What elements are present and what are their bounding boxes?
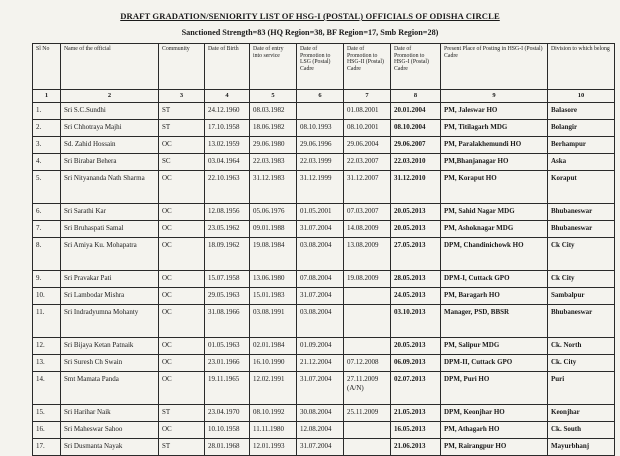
posting-cell: PM, Rairangpur HO [441, 439, 548, 456]
official-name-cell: Sri Bruhaspati Samal [61, 221, 159, 238]
date-of-birth-cell: 18.09.1962 [205, 238, 250, 271]
column-number: 4 [205, 90, 250, 103]
posting-cell: PM, Titilagarh MDG [441, 120, 548, 137]
column-header: Present Place of Posting in HSG-I (Postal) Cadre [441, 44, 548, 90]
table-body [33, 103, 615, 456]
date-of-entry-cell: 08.10.1992 [250, 405, 297, 422]
table-row [33, 154, 615, 171]
division-cell: Bolangir [548, 120, 615, 137]
lsg-promotion-cell [297, 103, 344, 120]
posting-cell: DPM, Keonjhar HO [441, 405, 548, 422]
hsg2-promotion-cell: 13.08.2009 [344, 238, 391, 271]
date-of-birth-cell: 31.08.1966 [205, 305, 250, 338]
hsg1-promotion-cell: 20.05.2013 [391, 204, 441, 221]
posting-cell: DPM, Puri HO [441, 372, 548, 405]
sl-number-cell: 2. [33, 120, 61, 137]
column-header: Date of Promotion to LSG (Postal) Cadre [297, 44, 344, 90]
community-cell: OC [159, 221, 205, 238]
date-of-birth-cell: 29.05.1963 [205, 288, 250, 305]
table-row [33, 120, 615, 137]
community-cell: ST [159, 103, 205, 120]
hsg1-promotion-cell: 21.05.2013 [391, 405, 441, 422]
hsg1-promotion-cell: 21.06.2013 [391, 439, 441, 456]
sl-number-cell: 14. [33, 372, 61, 405]
community-cell: OC [159, 305, 205, 338]
division-cell: Puri [548, 372, 615, 405]
community-cell: ST [159, 405, 205, 422]
date-of-entry-cell: 12.02.1991 [250, 372, 297, 405]
date-of-entry-cell: 13.06.1980 [250, 271, 297, 288]
sl-number-cell: 9. [33, 271, 61, 288]
sl-number-cell: 7. [33, 221, 61, 238]
table-row [33, 372, 615, 405]
column-number: 8 [391, 90, 441, 103]
sl-number-cell: 1. [33, 103, 61, 120]
sl-number-cell: 8. [33, 238, 61, 271]
posting-cell: Manager, PSD, BBSR [441, 305, 548, 338]
community-cell: SC [159, 154, 205, 171]
hsg2-promotion-cell [344, 338, 391, 355]
community-cell: OC [159, 238, 205, 271]
table-row [33, 405, 615, 422]
lsg-promotion-cell: 01.05.2001 [297, 204, 344, 221]
official-name-cell: Sri Pravakar Pati [61, 271, 159, 288]
column-header: Community [159, 44, 205, 90]
column-number: 6 [297, 90, 344, 103]
date-of-birth-cell: 24.12.1960 [205, 103, 250, 120]
table-row [33, 137, 615, 154]
date-of-entry-cell: 22.03.1983 [250, 154, 297, 171]
division-cell: Ck. City [548, 355, 615, 372]
hsg1-promotion-cell: 20.05.2013 [391, 338, 441, 355]
community-cell: OC [159, 171, 205, 204]
table-row [33, 221, 615, 238]
community-cell: OC [159, 338, 205, 355]
official-name-cell: Sri Indradyumna Mohanty [61, 305, 159, 338]
date-of-entry-cell: 02.01.1984 [250, 338, 297, 355]
lsg-promotion-cell: 31.07.2004 [297, 288, 344, 305]
date-of-entry-cell: 18.06.1982 [250, 120, 297, 137]
date-of-birth-cell: 12.08.1956 [205, 204, 250, 221]
table-row [33, 288, 615, 305]
sl-number-cell: 13. [33, 355, 61, 372]
official-name-cell: Sri Birabar Behera [61, 154, 159, 171]
date-of-entry-cell: 11.11.1980 [250, 422, 297, 439]
lsg-promotion-cell: 07.08.2004 [297, 271, 344, 288]
lsg-promotion-cell: 12.08.2004 [297, 422, 344, 439]
lsg-promotion-cell: 01.09.2004 [297, 338, 344, 355]
sl-number-cell: 4. [33, 154, 61, 171]
division-cell: Bhubaneswar [548, 221, 615, 238]
hsg2-promotion-cell [344, 305, 391, 338]
hsg2-promotion-cell: 08.10.2001 [344, 120, 391, 137]
posting-cell: DPM, Chandinichowk HO [441, 238, 548, 271]
community-cell: OC [159, 422, 205, 439]
posting-cell: PM, Salipur MDG [441, 338, 548, 355]
hsg2-promotion-cell: 22.03.2007 [344, 154, 391, 171]
hsg1-promotion-cell: 24.05.2013 [391, 288, 441, 305]
division-cell: Bhubaneswar [548, 305, 615, 338]
date-of-entry-cell: 31.12.1983 [250, 171, 297, 204]
hsg1-promotion-cell: 20.01.2004 [391, 103, 441, 120]
column-number: 9 [441, 90, 548, 103]
date-of-entry-cell: 03.08.1991 [250, 305, 297, 338]
hsg1-promotion-cell: 31.12.2010 [391, 171, 441, 204]
hsg2-promotion-cell [344, 439, 391, 456]
lsg-promotion-cell: 31.07.2004 [297, 372, 344, 405]
lsg-promotion-cell: 03.08.2004 [297, 305, 344, 338]
division-cell: Keonjhar [548, 405, 615, 422]
column-header: Division to which belong [548, 44, 615, 90]
column-number: 7 [344, 90, 391, 103]
division-cell: Mayurbhanj [548, 439, 615, 456]
lsg-promotion-cell: 31.07.2004 [297, 439, 344, 456]
lsg-promotion-cell: 31.07.2004 [297, 221, 344, 238]
posting-cell: DPM-I, Cuttack GPO [441, 271, 548, 288]
division-cell: Aska [548, 154, 615, 171]
community-cell: OC [159, 204, 205, 221]
official-name-cell: Sri Maheswar Sahoo [61, 422, 159, 439]
lsg-promotion-cell: 29.06.1996 [297, 137, 344, 154]
seniority-table [32, 43, 615, 456]
date-of-birth-cell: 28.01.1968 [205, 439, 250, 456]
hsg2-promotion-cell: 14.08.2009 [344, 221, 391, 238]
official-name-cell: Sri Dusmanta Nayak [61, 439, 159, 456]
posting-cell: PM, Jaleswar HO [441, 103, 548, 120]
column-number-row [33, 90, 615, 103]
posting-cell: DPM-II, Cuttack GPO [441, 355, 548, 372]
official-name-cell: Smt Mamata Panda [61, 372, 159, 405]
sl-number-cell: 15. [33, 405, 61, 422]
table-row [33, 271, 615, 288]
sl-number-cell: 3. [33, 137, 61, 154]
date-of-entry-cell: 15.01.1983 [250, 288, 297, 305]
date-of-entry-cell: 08.03.1982 [250, 103, 297, 120]
hsg1-promotion-cell: 08.10.2004 [391, 120, 441, 137]
table-row [33, 422, 615, 439]
table-row [33, 204, 615, 221]
table-row [33, 171, 615, 204]
lsg-promotion-cell: 03.08.2004 [297, 238, 344, 271]
sl-number-cell: 11. [33, 305, 61, 338]
hsg2-promotion-cell: 27.11.2009 (A/N) [344, 372, 391, 405]
column-number: 5 [250, 90, 297, 103]
community-cell: OC [159, 288, 205, 305]
hsg2-promotion-cell [344, 288, 391, 305]
division-cell: Berhampur [548, 137, 615, 154]
date-of-entry-cell: 29.06.1980 [250, 137, 297, 154]
document-subtitle: Sanctioned Strength=83 (HQ Region=38, BF Region=17, Smb Region=28) [181, 28, 439, 37]
table-row [33, 305, 615, 338]
hsg2-promotion-cell: 07.03.2007 [344, 204, 391, 221]
hsg1-promotion-cell: 29.06.2007 [391, 137, 441, 154]
hsg1-promotion-cell: 03.10.2013 [391, 305, 441, 338]
posting-cell: PM, Koraput HO [441, 171, 548, 204]
division-cell: Balasore [548, 103, 615, 120]
table-row [33, 103, 615, 120]
column-number: 2 [61, 90, 159, 103]
date-of-birth-cell: 19.11.1965 [205, 372, 250, 405]
column-number: 1 [33, 90, 61, 103]
official-name-cell: Sri Lambodar Mishra [61, 288, 159, 305]
column-header: Date of Promotion to HSG-I (Postal) Cadre [391, 44, 441, 90]
official-name-cell: Sri Nityananda Nath Sharma [61, 171, 159, 204]
date-of-birth-cell: 23.01.1966 [205, 355, 250, 372]
hsg2-promotion-cell: 01.08.2001 [344, 103, 391, 120]
sl-number-cell: 12. [33, 338, 61, 355]
date-of-entry-cell: 19.08.1984 [250, 238, 297, 271]
division-cell: Ck. South [548, 422, 615, 439]
hsg1-promotion-cell: 28.05.2013 [391, 271, 441, 288]
lsg-promotion-cell: 22.03.1999 [297, 154, 344, 171]
date-of-entry-cell: 16.10.1990 [250, 355, 297, 372]
date-of-entry-cell: 05.06.1976 [250, 204, 297, 221]
date-of-birth-cell: 17.10.1958 [205, 120, 250, 137]
division-cell: Sambalpur [548, 288, 615, 305]
column-number: 10 [548, 90, 615, 103]
hsg2-promotion-cell: 25.11.2009 [344, 405, 391, 422]
lsg-promotion-cell: 31.12.1999 [297, 171, 344, 204]
official-name-cell: Sd. Zahid Hossain [61, 137, 159, 154]
date-of-birth-cell: 23.04.1970 [205, 405, 250, 422]
hsg1-promotion-cell: 22.03.2010 [391, 154, 441, 171]
posting-cell: PM, Ashoknagar MDG [441, 221, 548, 238]
column-header: Date of Promotion to HSG-II (Postal) Cadre [344, 44, 391, 90]
posting-cell: PM, Athagarh HO [441, 422, 548, 439]
community-cell: OC [159, 137, 205, 154]
column-header: Date of Birth [205, 44, 250, 90]
sl-number-cell: 10. [33, 288, 61, 305]
hsg1-promotion-cell: 02.07.2013 [391, 372, 441, 405]
column-header: Sl No [33, 44, 61, 90]
community-cell: OC [159, 372, 205, 405]
division-cell: Ck City [548, 238, 615, 271]
community-cell: ST [159, 120, 205, 137]
official-name-cell: Sri Harihar Naik [61, 405, 159, 422]
hsg2-promotion-cell: 31.12.2007 [344, 171, 391, 204]
official-name-cell: Sri Sarathi Kar [61, 204, 159, 221]
table-row [33, 439, 615, 456]
table-header-row [33, 44, 615, 90]
community-cell: OC [159, 271, 205, 288]
table-row [33, 238, 615, 271]
document-title: DRAFT GRADATION/SENIORITY LIST OF HSG-I (POSTAL) OFFICIALS OF ODISHA CIRCLE [120, 11, 500, 21]
posting-cell: PM, Paralakhemundi HO [441, 137, 548, 154]
hsg2-promotion-cell: 19.08.2009 [344, 271, 391, 288]
lsg-promotion-cell: 30.08.2004 [297, 405, 344, 422]
hsg1-promotion-cell: 27.05.2013 [391, 238, 441, 271]
official-name-cell: Sri Suresh Ch Swain [61, 355, 159, 372]
posting-cell: PM,Bhanjanagar HO [441, 154, 548, 171]
posting-cell: PM, Baragarh HO [441, 288, 548, 305]
division-cell: Koraput [548, 171, 615, 204]
official-name-cell: Sri S.C.Sundhi [61, 103, 159, 120]
date-of-birth-cell: 13.02.1959 [205, 137, 250, 154]
date-of-birth-cell: 23.05.1962 [205, 221, 250, 238]
date-of-birth-cell: 03.04.1964 [205, 154, 250, 171]
sl-number-cell: 16. [33, 422, 61, 439]
lsg-promotion-cell: 08.10.1993 [297, 120, 344, 137]
posting-cell: PM, Sahid Nagar MDG [441, 204, 548, 221]
hsg2-promotion-cell [344, 422, 391, 439]
division-cell: Ck. North [548, 338, 615, 355]
date-of-birth-cell: 01.05.1963 [205, 338, 250, 355]
official-name-cell: Sri Bijaya Ketan Patnaik [61, 338, 159, 355]
hsg2-promotion-cell: 29.06.2004 [344, 137, 391, 154]
table-row [33, 338, 615, 355]
date-of-birth-cell: 10.10.1958 [205, 422, 250, 439]
column-header: Date of entry into service [250, 44, 297, 90]
hsg1-promotion-cell: 20.05.2013 [391, 221, 441, 238]
division-cell: Ck City [548, 271, 615, 288]
sl-number-cell: 5. [33, 171, 61, 204]
sl-number-cell: 17. [33, 439, 61, 456]
community-cell: OC [159, 355, 205, 372]
date-of-entry-cell: 09.01.1988 [250, 221, 297, 238]
hsg1-promotion-cell: 06.09.2013 [391, 355, 441, 372]
date-of-birth-cell: 22.10.1963 [205, 171, 250, 204]
date-of-birth-cell: 15.07.1958 [205, 271, 250, 288]
hsg1-promotion-cell: 16.05.2013 [391, 422, 441, 439]
table-row [33, 355, 615, 372]
lsg-promotion-cell: 21.12.2004 [297, 355, 344, 372]
column-header: Name of the official [61, 44, 159, 90]
sl-number-cell: 6. [33, 204, 61, 221]
community-cell: ST [159, 439, 205, 456]
division-cell: Bhubaneswar [548, 204, 615, 221]
column-number: 3 [159, 90, 205, 103]
official-name-cell: Sri Chhotraya Majhi [61, 120, 159, 137]
date-of-entry-cell: 12.01.1993 [250, 439, 297, 456]
official-name-cell: Sri Amiya Ku. Mohapatra [61, 238, 159, 271]
hsg2-promotion-cell: 07.12.2008 [344, 355, 391, 372]
